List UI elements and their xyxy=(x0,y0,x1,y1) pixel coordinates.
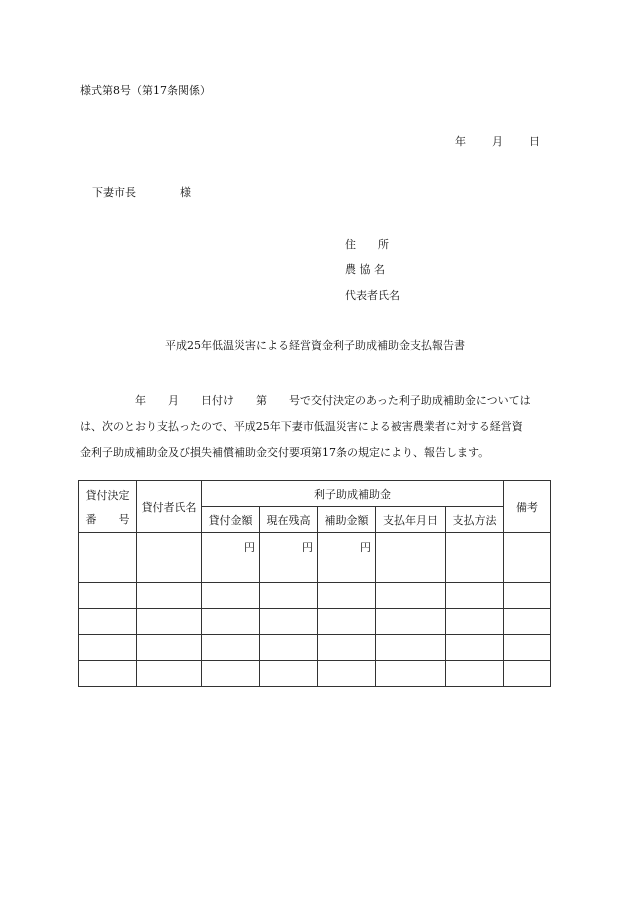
addressee: 下妻市長 様 xyxy=(92,186,191,199)
header-borrower-name: 貸付者氏名 xyxy=(137,481,202,533)
report-table xyxy=(78,480,551,687)
yen-unit: 円 xyxy=(202,533,260,583)
header-interest-subsidy: 利子助成補助金 xyxy=(202,481,504,507)
table-cell xyxy=(137,533,202,583)
table-cell xyxy=(260,583,318,609)
body-line-1: 年 月 日付け 第 号で交付決定のあった利子助成補助金については xyxy=(80,394,531,407)
table-cell xyxy=(79,583,137,609)
table-cell xyxy=(376,533,446,583)
table-cell xyxy=(318,583,376,609)
table-cell xyxy=(202,635,260,661)
table-cell xyxy=(446,609,504,635)
table-cell xyxy=(79,635,137,661)
table-cell xyxy=(137,661,202,687)
table-cell xyxy=(376,583,446,609)
table-cell xyxy=(504,583,551,609)
date-line xyxy=(455,133,540,149)
date-month: 月 xyxy=(492,135,503,148)
table-cell xyxy=(318,661,376,687)
table-cell xyxy=(79,609,137,635)
table-cell xyxy=(446,533,504,583)
table-row xyxy=(79,661,551,687)
date-year: 年 xyxy=(455,135,466,148)
table-cell xyxy=(318,609,376,635)
header-current-balance: 現在残高 xyxy=(260,507,318,533)
table-cell xyxy=(376,635,446,661)
table-cell xyxy=(260,609,318,635)
table-cell xyxy=(504,609,551,635)
table-cell xyxy=(376,661,446,687)
table-cell xyxy=(202,609,260,635)
table-cell xyxy=(504,533,551,583)
table-row xyxy=(79,583,551,609)
document-title: 平成25年低温災害による経営資金利子助成補助金支払報告書 xyxy=(165,339,465,352)
sender-representative-label: 代表者氏名 xyxy=(345,289,400,302)
header-subsidy-amount: 補助金額 xyxy=(318,507,376,533)
table-cell xyxy=(137,635,202,661)
header-decision-number-line2: 番 号 xyxy=(85,512,130,526)
yen-unit: 円 xyxy=(260,533,318,583)
header-decision-number-line1: 貸付決定 xyxy=(85,488,130,502)
table-cell xyxy=(79,533,137,583)
table-row xyxy=(79,635,551,661)
table-cell xyxy=(504,635,551,661)
header-loan-amount: 貸付金額 xyxy=(202,507,260,533)
table-cell xyxy=(79,661,137,687)
table-cell xyxy=(137,609,202,635)
yen-unit: 円 xyxy=(318,533,376,583)
header-payment-date: 支払年月日 xyxy=(376,507,446,533)
table-cell xyxy=(202,661,260,687)
table-row xyxy=(79,609,551,635)
header-payment-method: 支払方法 xyxy=(446,507,504,533)
table-cell xyxy=(137,583,202,609)
body-line-3: 金利子助成補助金及び損失補償補助金交付要項第17条の規定により、報告します。 xyxy=(80,446,490,459)
date-day: 日 xyxy=(529,135,540,148)
sender-association-label: 農 協 名 xyxy=(345,263,385,276)
header-remarks: 備考 xyxy=(504,481,551,533)
sender-address-label: 住 所 xyxy=(345,238,389,251)
header-decision-number xyxy=(79,481,137,533)
table-cell xyxy=(446,583,504,609)
form-number: 様式第8号（第17条関係） xyxy=(80,84,211,97)
table-cell xyxy=(376,609,446,635)
table-cell xyxy=(202,583,260,609)
table-cell xyxy=(260,661,318,687)
table-cell xyxy=(318,635,376,661)
body-line-2: は、次のとおり支払ったので、平成25年下妻市低温災害による被害農業者に対する経営資 xyxy=(80,420,523,433)
table-row xyxy=(79,533,551,583)
table-cell xyxy=(446,661,504,687)
table-cell xyxy=(260,635,318,661)
table-cell xyxy=(446,635,504,661)
body-text xyxy=(80,388,555,466)
table-cell xyxy=(504,661,551,687)
